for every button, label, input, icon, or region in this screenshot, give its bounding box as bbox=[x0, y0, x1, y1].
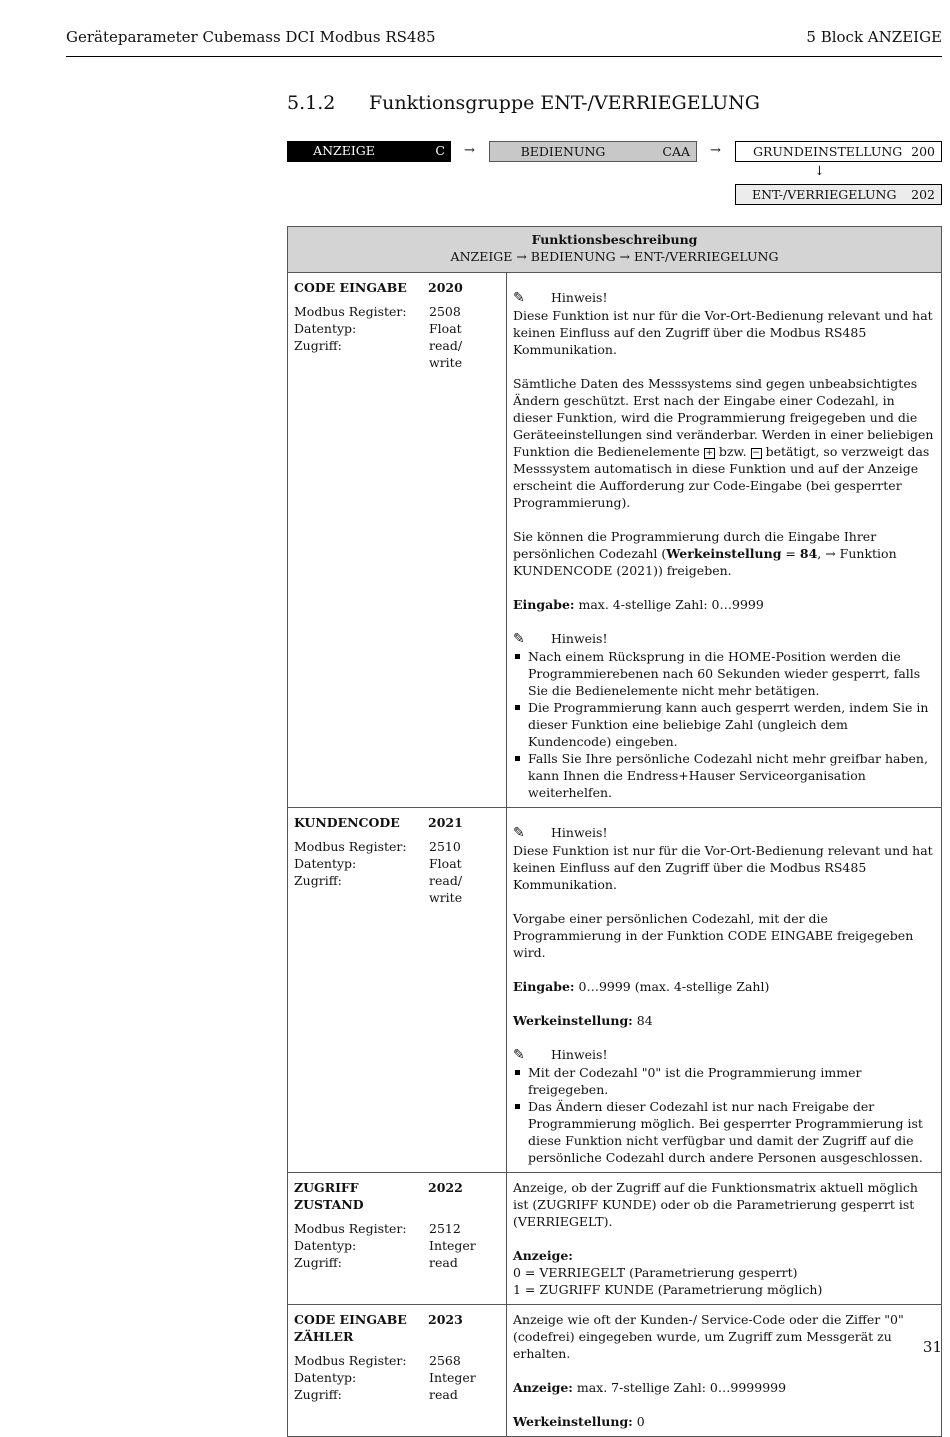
input-label: Eingabe: bbox=[513, 979, 575, 994]
description-paragraph: Anzeige, ob der Zugriff auf die Funktionsmatrix aktuell möglich ist (ZUGRIFF KUNDE) oder ob die Parametrierung gesperrt ist (VERRIEGELT). bbox=[513, 1180, 918, 1229]
section-heading bbox=[287, 92, 760, 114]
nav-label: BEDIENUNG bbox=[520, 144, 606, 159]
note-list bbox=[513, 648, 935, 801]
access-value-line1: read/ bbox=[429, 873, 463, 888]
nav-label: ENT-/VERRIEGELUNG bbox=[752, 187, 897, 202]
access-label: Zugriff: bbox=[294, 1255, 342, 1270]
register-label: Modbus Register: bbox=[294, 839, 407, 854]
section-title: Funktionsgruppe ENT-/VERRIEGELUNG bbox=[369, 92, 760, 114]
function-meta bbox=[294, 1352, 500, 1403]
factory-setting bbox=[513, 1012, 935, 1029]
access-label: Zugriff: bbox=[294, 873, 342, 888]
list-item: Das Ändern dieser Codezahl ist nur nach Freigabe der Programmierung möglich. Bei gesperrter Programmierung ist diese Funktion nicht verfügbar und damit der Zugriff auf die persönliche Codezahl durch andere Personen ausgeschlossen. bbox=[513, 1098, 935, 1166]
input-value: max. 4-stellige Zahl: 0…9999 bbox=[574, 597, 764, 612]
running-header-chapter: 5 Block ANZEIGE bbox=[806, 28, 942, 46]
display-values bbox=[513, 1247, 935, 1298]
input-label: Eingabe: bbox=[513, 597, 575, 612]
factory-setting-label: Werkeinstellung: bbox=[513, 1013, 633, 1028]
display-label: Anzeige: bbox=[513, 1248, 573, 1263]
function-name-line1: CODE EINGABE bbox=[294, 1312, 407, 1327]
factory-setting-label: Werkeinstellung bbox=[666, 546, 782, 561]
access-value: read bbox=[429, 1255, 458, 1270]
function-description bbox=[507, 1173, 942, 1305]
factory-setting-value: 0 bbox=[632, 1414, 645, 1429]
datatype-label: Datentyp: bbox=[294, 856, 357, 871]
register-value: 2510 bbox=[429, 839, 461, 854]
function-info bbox=[288, 1305, 507, 1437]
register-value: 2508 bbox=[429, 304, 461, 319]
nav-block-verriegelung bbox=[735, 184, 942, 205]
factory-setting-label: Werkeinstellung: bbox=[513, 1414, 633, 1429]
datatype-value: Integer bbox=[429, 1370, 476, 1385]
pencil-icon: ✎ bbox=[513, 1047, 525, 1063]
description-text: bzw. bbox=[718, 444, 747, 459]
table-header bbox=[288, 227, 942, 273]
function-info bbox=[288, 808, 507, 1173]
list-item: Falls Sie Ihre persönliche Codezahl nicht mehr greifbar haben, kann Ihnen die Endress+Hauser Serviceorganisation weiterhelfen. bbox=[513, 750, 935, 801]
register-value: 2512 bbox=[429, 1221, 461, 1236]
arrow-right-icon: → bbox=[710, 143, 721, 158]
function-meta bbox=[294, 303, 500, 371]
table-row bbox=[288, 1305, 942, 1437]
function-description bbox=[507, 273, 942, 808]
arrow-down-icon: ↓ bbox=[814, 164, 825, 179]
factory-setting-value: 84 bbox=[799, 546, 818, 561]
access-value-line2: write bbox=[429, 890, 463, 905]
function-name: ZUGRIFF ZUSTAND bbox=[294, 1180, 364, 1212]
display-label: Anzeige: bbox=[513, 1380, 573, 1395]
pencil-icon: ✎ bbox=[513, 631, 525, 647]
table-header-path: ANZEIGE → BEDIENUNG → ENT-/VERRIEGELUNG bbox=[450, 249, 779, 264]
page-number: 31 bbox=[922, 1338, 942, 1356]
access-value-line2: write bbox=[429, 355, 463, 370]
description-text: betätigt, so verzweigt das Messsystem automatisch in diese Funktion und auf der Anzeige erscheint die Aufforderung zur Code-Eingabe (bei gesperrter Programmierung). bbox=[513, 444, 930, 510]
input-range bbox=[513, 978, 935, 995]
nav-code: C bbox=[435, 143, 445, 158]
note-label: Hinweis! bbox=[551, 631, 608, 646]
datatype-label: Datentyp: bbox=[294, 1370, 357, 1385]
description-text: Sämtliche Daten des Messsystems sind gegen unbeabsichtigtes Ändern geschützt. Erst nach der Eingabe einer Codezahl, in dieser Funktion, wird die Programmierung freigegeben und die Geräteeinstellungen sind veränderbar. Werden in einer beliebigen Funktion die Bedienelemente bbox=[513, 376, 934, 459]
function-name bbox=[294, 1311, 428, 1345]
datatype-value: Float bbox=[429, 321, 462, 336]
list-item: Die Programmierung kann auch gesperrt werden, indem Sie in dieser Funktion eine beliebige Zahl (ungleich dem Kundencode) eingeben. bbox=[513, 699, 935, 750]
display-option: 1 = ZUGRIFF KUNDE (Parametrierung möglich) bbox=[513, 1282, 823, 1297]
note-heading bbox=[513, 630, 935, 648]
function-meta bbox=[294, 1220, 500, 1271]
function-code: 2020 bbox=[428, 280, 463, 295]
note-label: Hinweis! bbox=[551, 825, 608, 840]
pencil-icon: ✎ bbox=[513, 290, 525, 306]
input-range bbox=[513, 596, 935, 613]
table-row bbox=[288, 1173, 942, 1305]
description-text: Sie können die Programmierung durch die Eingabe Ihrer persönlichen Codezahl ( bbox=[513, 529, 877, 561]
description-paragraph bbox=[513, 375, 935, 511]
display-option: 0 = VERRIEGELT (Parametrierung gesperrt) bbox=[513, 1265, 798, 1280]
function-table bbox=[287, 226, 942, 1437]
register-label: Modbus Register: bbox=[294, 304, 407, 319]
table-row bbox=[288, 273, 942, 808]
note-label: Hinweis! bbox=[551, 1047, 608, 1062]
function-info bbox=[288, 273, 507, 808]
table-row bbox=[288, 808, 942, 1173]
display-value: max. 7-stellige Zahl: 0…9999999 bbox=[572, 1380, 787, 1395]
function-name: KUNDENCODE bbox=[294, 815, 400, 830]
running-header-title: Geräteparameter Cubemass DCI Modbus RS485 bbox=[66, 28, 436, 46]
nav-label: GRUNDEINSTELLUNG bbox=[753, 144, 903, 159]
access-value: read bbox=[429, 1387, 458, 1402]
section-number: 5.1.2 bbox=[287, 92, 336, 114]
note-text: Diese Funktion ist nur für die Vor-Ort-Bedienung relevant und hat keinen Einfluss auf den Zugriff über die Modbus RS485 Kommunikation. bbox=[513, 308, 933, 357]
note-text: Diese Funktion ist nur für die Vor-Ort-Bedienung relevant und hat keinen Einfluss auf den Zugriff über die Modbus RS485 Kommunikation. bbox=[513, 843, 933, 892]
note-heading bbox=[513, 1046, 935, 1064]
description-text: = bbox=[781, 546, 800, 561]
function-name-line2: ZÄHLER bbox=[294, 1329, 354, 1344]
factory-setting-value: 84 bbox=[632, 1013, 653, 1028]
note-label: Hinweis! bbox=[551, 290, 608, 305]
plus-key-icon: + bbox=[705, 448, 714, 458]
access-value bbox=[429, 337, 489, 371]
register-label: Modbus Register: bbox=[294, 1221, 407, 1236]
pencil-icon: ✎ bbox=[513, 825, 525, 841]
factory-setting bbox=[513, 1413, 935, 1430]
access-value-line1: read/ bbox=[429, 338, 463, 353]
access-label: Zugriff: bbox=[294, 1387, 342, 1402]
function-name: CODE EINGABE bbox=[294, 280, 407, 295]
datatype-label: Datentyp: bbox=[294, 1238, 357, 1253]
list-item: Nach einem Rücksprung in die HOME-Position werden die Programmierebenen nach 60 Sekunden wieder gesperrt, falls Sie die Bedienelemente nicht mehr betätigen. bbox=[513, 648, 935, 699]
nav-block-grundeinstellung bbox=[735, 141, 942, 162]
nav-block-bedienung bbox=[489, 141, 697, 162]
function-code: 2021 bbox=[428, 815, 463, 830]
function-code: 2023 bbox=[428, 1312, 463, 1327]
nav-block-anzeige bbox=[287, 141, 451, 162]
list-item: Mit der Codezahl "0" ist die Programmierung immer freigegeben. bbox=[513, 1064, 935, 1098]
function-description bbox=[507, 808, 942, 1173]
register-value: 2568 bbox=[429, 1353, 461, 1368]
function-meta bbox=[294, 838, 500, 906]
display-range bbox=[513, 1379, 935, 1396]
note-heading bbox=[513, 289, 935, 307]
function-info bbox=[288, 1173, 507, 1305]
nav-code: CAA bbox=[662, 144, 690, 159]
note-heading bbox=[513, 824, 935, 842]
access-label: Zugriff: bbox=[294, 338, 342, 353]
description-text: , → Funktion KUNDENCODE (2021)) freigeben. bbox=[513, 546, 897, 578]
nav-code: 200 bbox=[911, 144, 935, 159]
description-paragraph: Anzeige wie oft der Kunden-/ Service-Code oder die Ziffer "0" (codefrei) eingegeben wurde, um Zugriff zum Messgerät zu erhalten. bbox=[513, 1312, 904, 1361]
datatype-label: Datentyp: bbox=[294, 321, 357, 336]
table-header-title: Funktionsbeschreibung bbox=[531, 232, 698, 247]
header-rule bbox=[66, 56, 942, 57]
description-paragraph: Vorgabe einer persönlichen Codezahl, mit der die Programmierung in der Funktion CODE EINGABE freigegeben wird. bbox=[513, 911, 914, 960]
input-value: 0…9999 (max. 4-stellige Zahl) bbox=[574, 979, 770, 994]
access-value bbox=[429, 872, 489, 906]
function-code: 2022 bbox=[428, 1180, 463, 1195]
datatype-value: Integer bbox=[429, 1238, 476, 1253]
register-label: Modbus Register: bbox=[294, 1353, 407, 1368]
note-list bbox=[513, 1064, 935, 1166]
nav-code: 202 bbox=[911, 187, 935, 202]
datatype-value: Float bbox=[429, 856, 462, 871]
nav-label: ANZEIGE bbox=[313, 143, 375, 158]
function-description bbox=[507, 1305, 942, 1437]
description-paragraph bbox=[513, 528, 935, 579]
arrow-right-icon: → bbox=[464, 143, 475, 158]
minus-key-icon: − bbox=[752, 448, 760, 458]
